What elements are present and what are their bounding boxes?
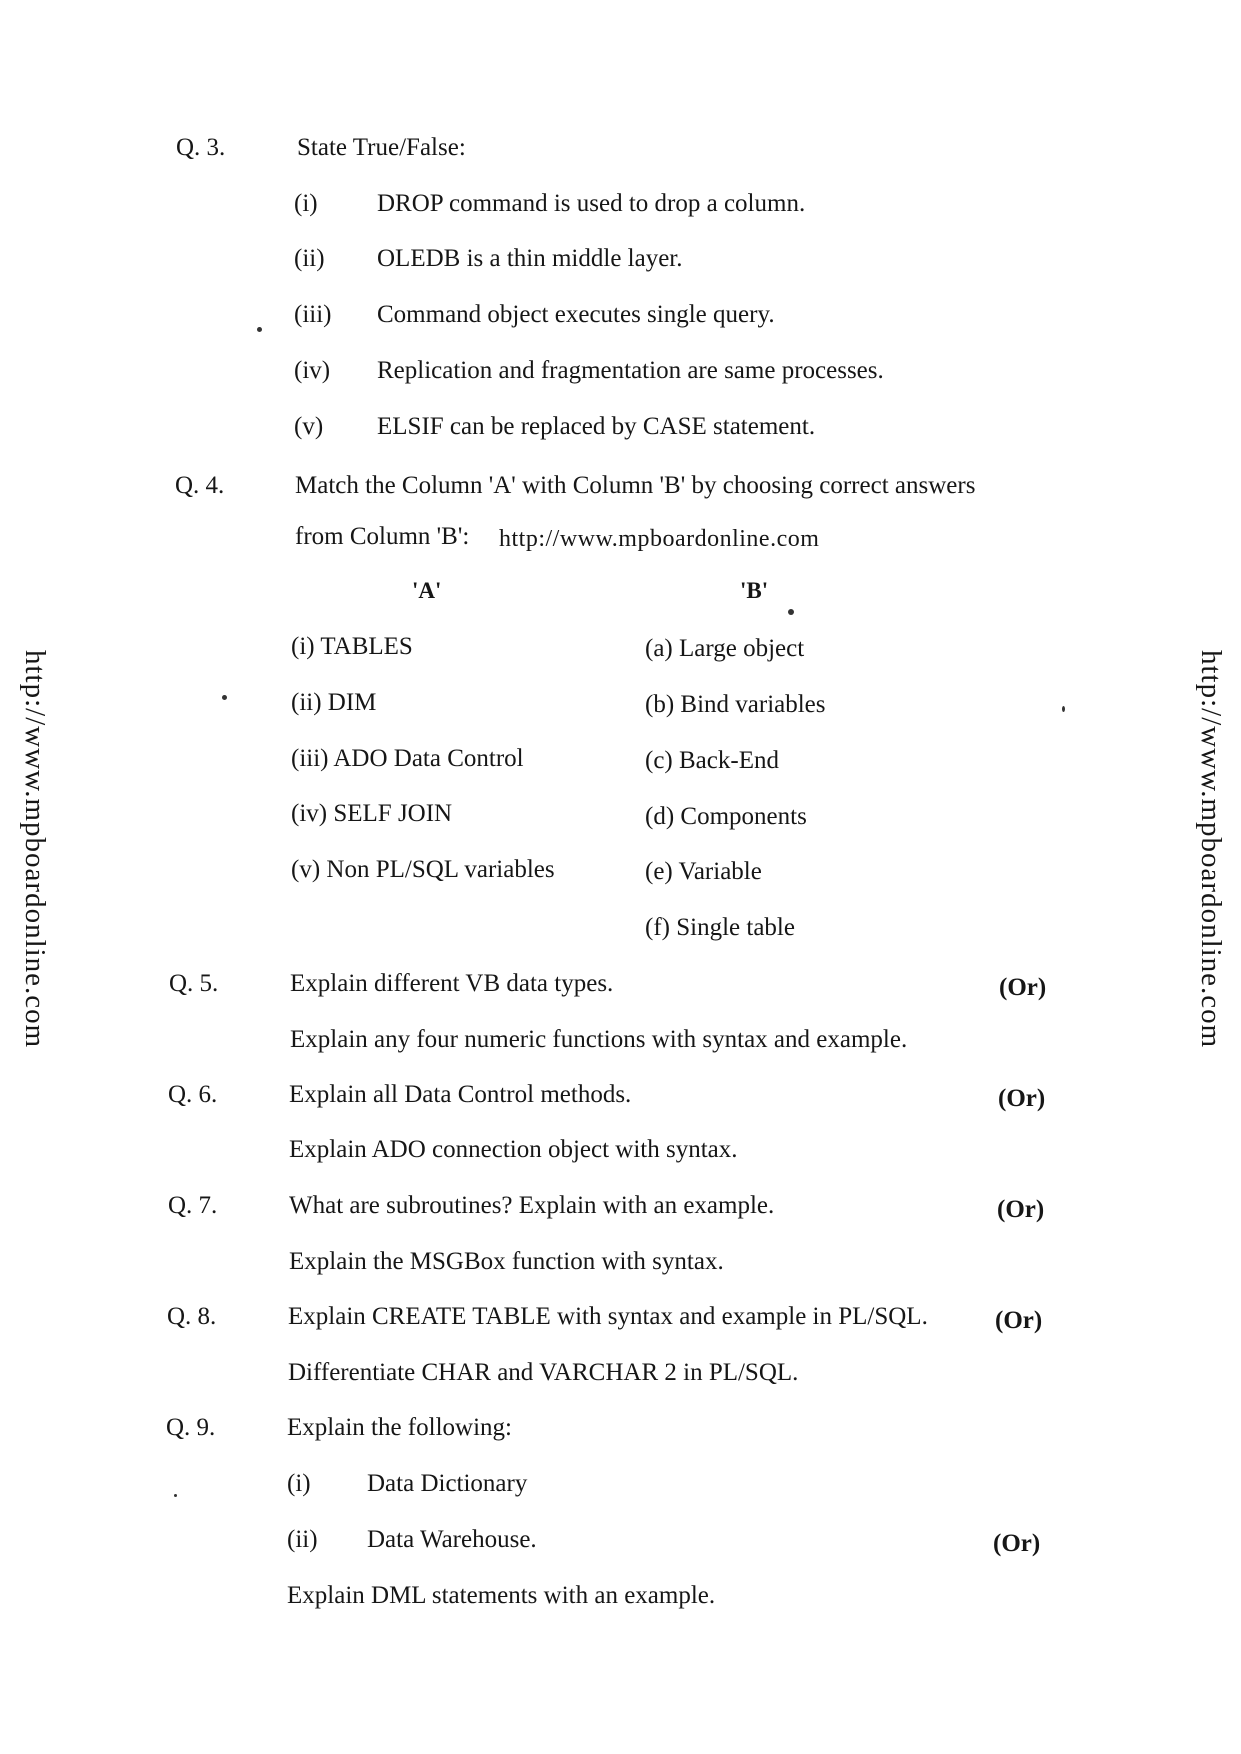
q9-item-text: Data Warehouse. <box>367 1526 537 1553</box>
q9-question: Explain the following: <box>287 1414 512 1441</box>
q8-question: Explain CREATE TABLE with syntax and example in PL/SQL. <box>288 1303 928 1330</box>
q7-question: What are subroutines? Explain with an example. <box>289 1192 775 1219</box>
q9-or-label: (Or) <box>993 1530 1041 1557</box>
q7-or-label: (Or) <box>997 1196 1045 1223</box>
column-b-item: (a) Large object <box>645 635 805 662</box>
q9-item-text: Data Dictionary <box>367 1470 528 1497</box>
column-b-item: (d) Components <box>645 803 807 830</box>
scan-speck <box>222 695 227 700</box>
q5-question: Explain different VB data types. <box>290 970 614 997</box>
right-side-watermark: http://www.mpboardonline.com <box>1195 650 1227 1049</box>
scan-speck <box>257 327 262 332</box>
column-b-heading: 'B' <box>740 578 769 603</box>
q3-item-label: (iii) <box>294 301 332 328</box>
q4-number: Q. 4. <box>175 472 225 499</box>
scan-speck <box>788 609 794 615</box>
column-a-item: (ii) DIM <box>291 689 377 716</box>
q6-alternative: Explain ADO connection object with syntax. <box>289 1136 738 1163</box>
q4-instruction-line1: Match the Column 'A' with Column 'B' by choosing correct answers <box>295 472 976 499</box>
q5-alternative: Explain any four numeric functions with syntax and example. <box>290 1026 908 1053</box>
q7-number: Q. 7. <box>168 1192 218 1219</box>
q3-item-text: DROP command is used to drop a column. <box>377 190 806 217</box>
q6-question: Explain all Data Control methods. <box>289 1081 632 1108</box>
column-b-item: (e) Variable <box>645 858 762 885</box>
column-b-item: (f) Single table <box>645 914 795 941</box>
q7-alternative: Explain the MSGBox function with syntax. <box>289 1248 724 1275</box>
q6-or-label: (Or) <box>998 1085 1046 1112</box>
column-a-item: (v) Non PL/SQL variables <box>291 856 555 883</box>
q3-number: Q. 3. <box>176 134 226 161</box>
q3-item-text: OLEDB is a thin middle layer. <box>377 245 683 272</box>
q4-inline-url: http://www.mpboardonline.com <box>499 526 820 552</box>
q8-alternative: Differentiate CHAR and VARCHAR 2 in PL/SQL. <box>288 1359 799 1386</box>
q5-or-label: (Or) <box>999 974 1047 1001</box>
q3-item-text: Replication and fragmentation are same processes. <box>377 357 884 384</box>
q3-item-label: (ii) <box>294 245 325 272</box>
q9-item-label: (i) <box>287 1470 311 1497</box>
q8-number: Q. 8. <box>167 1303 217 1330</box>
column-a-heading: 'A' <box>412 578 442 603</box>
q9-number: Q. 9. <box>166 1414 216 1441</box>
q4-instruction-line2: from Column 'B': <box>295 523 470 550</box>
q5-number: Q. 5. <box>169 970 219 997</box>
q3-item-label: (v) <box>294 413 324 440</box>
column-b-item: (c) Back-End <box>645 747 779 774</box>
column-a-item: (i) TABLES <box>291 633 413 660</box>
scan-speck <box>174 1494 177 1497</box>
q9-item-label: (ii) <box>287 1526 318 1553</box>
q6-number: Q. 6. <box>168 1081 218 1108</box>
q3-item-text: ELSIF can be replaced by CASE statement. <box>377 413 816 440</box>
column-a-item: (iv) SELF JOIN <box>291 800 453 827</box>
column-a-item: (iii) ADO Data Control <box>291 745 524 772</box>
q3-item-text: Command object executes single query. <box>377 301 775 328</box>
q9-alternative: Explain DML statements with an example. <box>287 1582 716 1609</box>
q3-prompt: State True/False: <box>297 134 466 161</box>
column-b-item: (b) Bind variables <box>645 691 826 718</box>
q3-item-label: (i) <box>294 190 318 217</box>
scan-speck <box>1062 706 1065 712</box>
left-side-watermark: http://www.mpboardonline.com <box>19 650 51 1049</box>
q8-or-label: (Or) <box>995 1307 1043 1334</box>
q3-item-label: (iv) <box>294 357 331 384</box>
